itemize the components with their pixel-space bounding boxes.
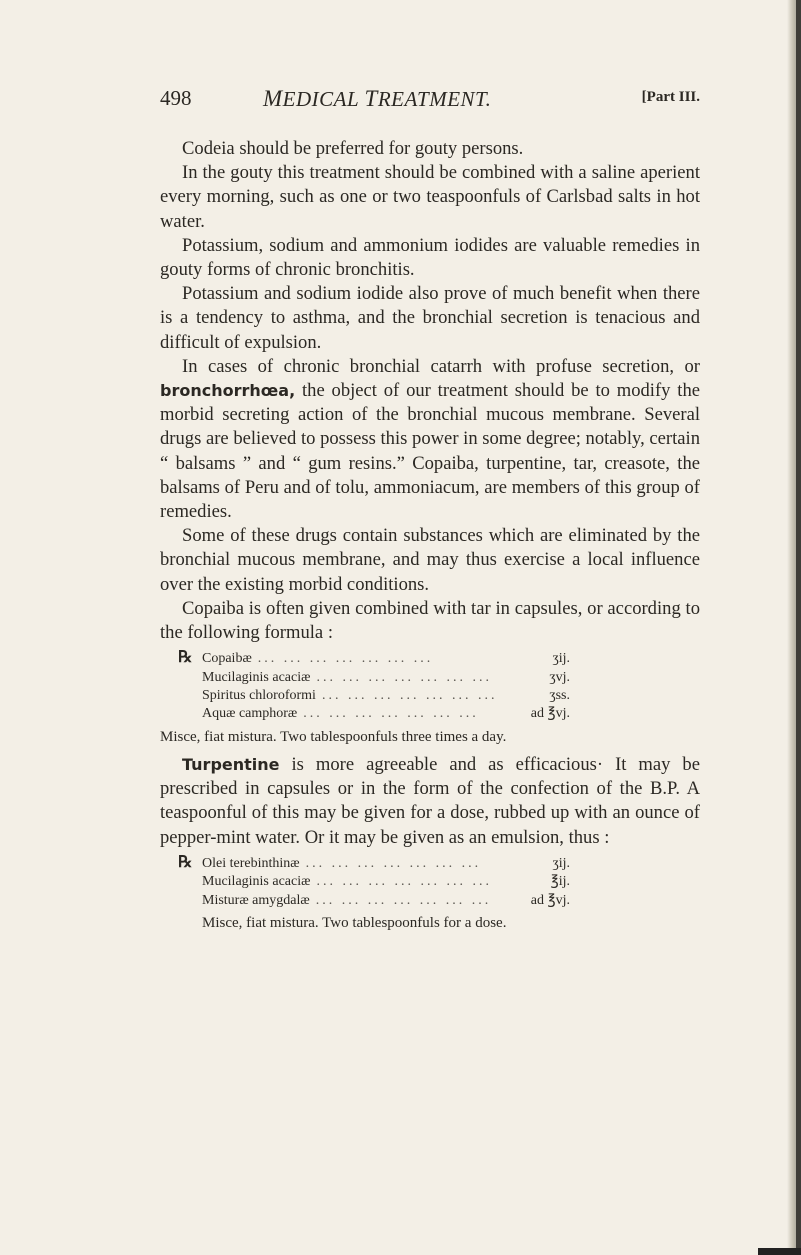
- prescription-item: ℞ Copaibæ ... ... ... ... ... ... ... ʒij.: [178, 649, 570, 667]
- paragraph: Potassium and sodium iodide also prove of much benefit when there is a tendency to asthma, and the bronchial secretion is tenacious and difficult of expulsion.: [160, 283, 700, 353]
- paragraph: In the gouty this treatment should be combined with a saline aperient every morning, such as one or two teaspoonfuls of Carlsbad salts in hot water.: [160, 162, 700, 232]
- page-edge: [796, 0, 801, 1255]
- paragraph: In cases of chronic bronchial catarrh with profuse secretion, or bronchorrhœa, the object of our treatment should be to modify the morbid secreting action of the bronchial mucous membrane. Several drugs are believed to possess this power in some degree; notably, certain “ balsams ” and “ gum resins.” Copaiba, turpentine, tar, creasote, the balsams of Peru and of tolu, ammoniacum, are members of this group of remedies.: [160, 355, 700, 523]
- paragraph: Copaiba is often given combined with tar in capsules, or according to the following formula :: [160, 597, 700, 644]
- prescription-formula: [178, 649, 570, 724]
- binding-mark: [758, 1248, 801, 1255]
- prescription-note: Misce, fiat mistura. Two tablespoonfuls three times a day.: [160, 728, 507, 745]
- bold-term: Turpentine: [182, 754, 280, 774]
- paragraph: Codeia should be preferred for gouty persons.: [182, 138, 524, 159]
- page-body: [160, 137, 700, 933]
- prescription-item: ℞ Olei terebinthinæ ... ... ... ... ... ... ... ʒij.: [178, 853, 570, 871]
- running-header: [160, 86, 700, 112]
- prescription-item: Mucilaginis acaciæ ... ... ... ... ... ... ... ʒvj.: [202, 669, 570, 685]
- prescription-formula: [178, 854, 570, 910]
- prescription-note: Misce, fiat mistura. Two tablespoonfuls for a dose.: [202, 914, 507, 931]
- prescription-item: Spiritus chloroformi ... ... ... ... ... ... ... ʒss.: [202, 688, 570, 704]
- prescription-item: Aquæ camphoræ ... ... ... ... ... ... ... ad ℥vj.: [202, 706, 570, 722]
- part-label: [Part III.: [641, 89, 700, 105]
- recipe-symbol: ℞: [178, 649, 193, 667]
- running-title: MEDICAL TREATMENT.: [263, 86, 492, 111]
- bold-term: bronchorrhœa,: [160, 381, 296, 401]
- paragraph: Turpentine is more agreeable and as efficacious· It may be prescribed in capsules or in the form of the confection of the B.P. A teaspoonful of this may be given for a dose, rubbed up with an ounce of pepper-mint water. Or it may be given as an emulsion, thus :: [160, 753, 700, 848]
- prescription-item: Mucilaginis acaciæ ... ... ... ... ... ... ... ℥ij.: [202, 874, 570, 890]
- recipe-symbol: ℞: [178, 853, 193, 871]
- prescription-item: Misturæ amygdalæ ... ... ... ... ... ... ... ad ℥vj.: [202, 892, 570, 908]
- paragraph: Some of these drugs contain substances which are eliminated by the bronchial mucous membrane, and may thus exercise a local influence over the existing morbid conditions.: [160, 525, 700, 595]
- paragraph: Potassium, sodium and ammonium iodides are valuable remedies in gouty forms of chronic bronchitis.: [160, 234, 700, 281]
- page-number: 498: [160, 86, 192, 110]
